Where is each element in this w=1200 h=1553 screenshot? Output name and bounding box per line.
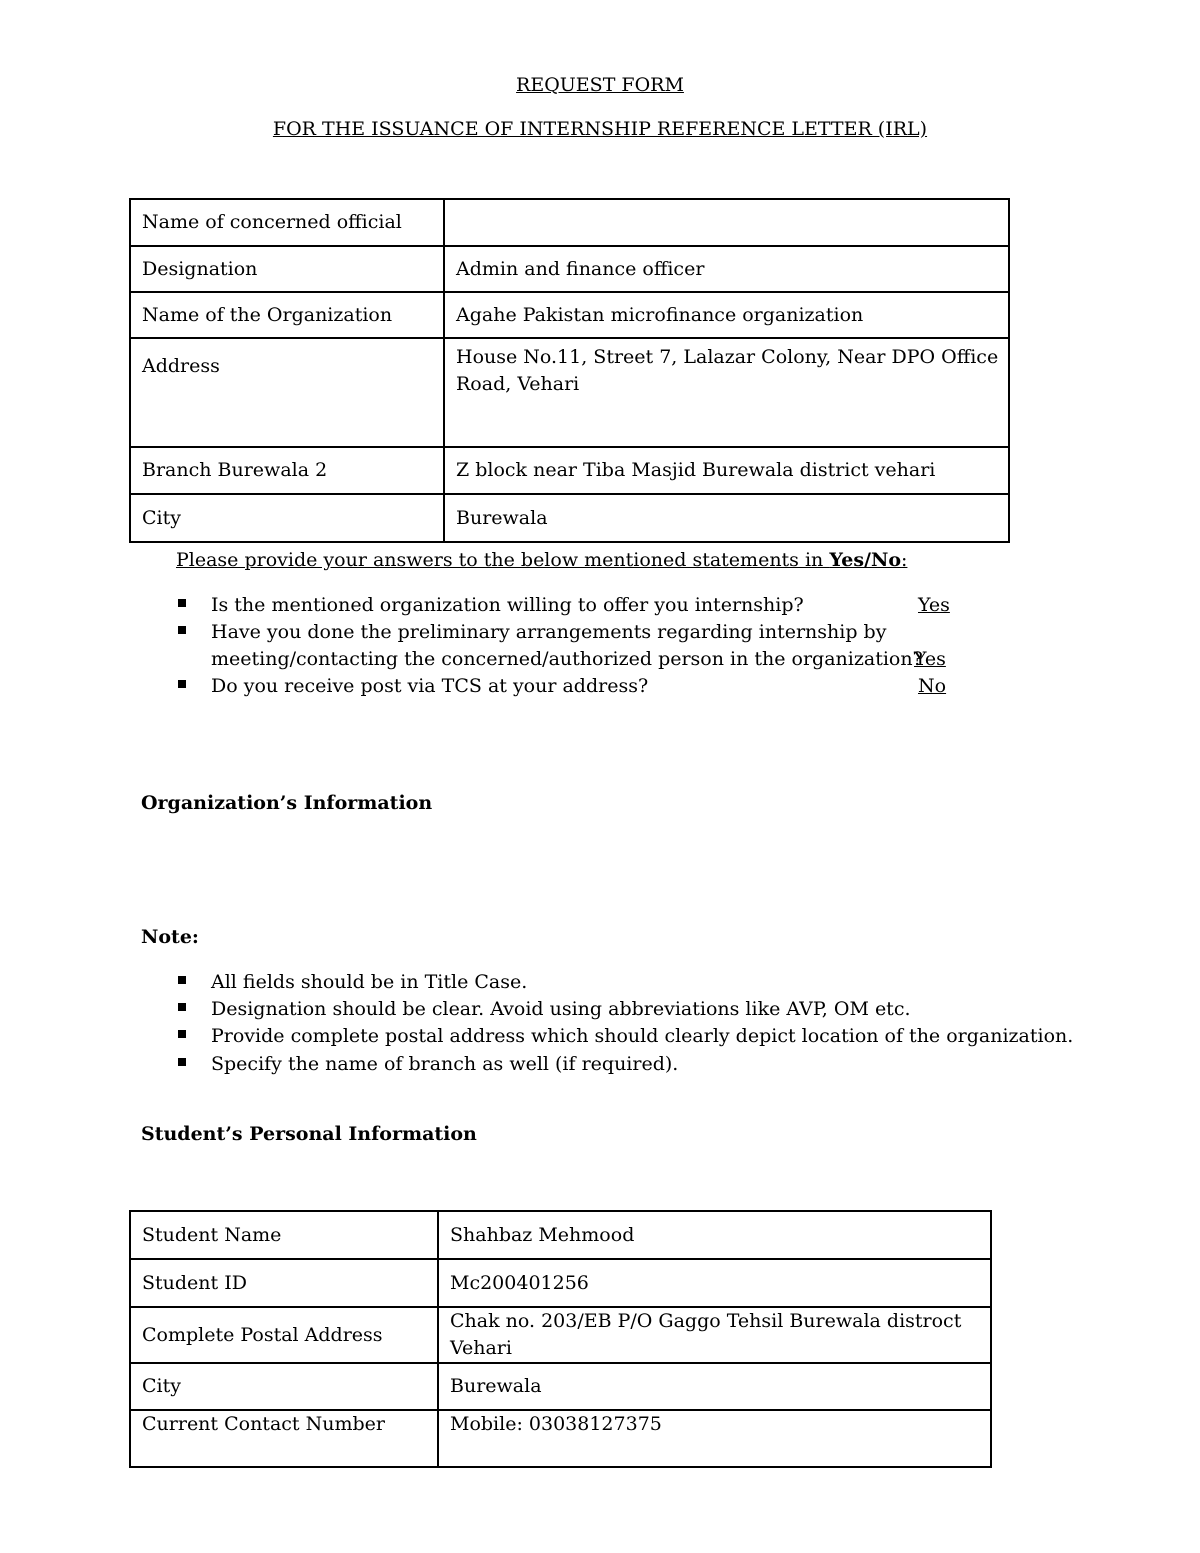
table-row [130, 447, 1009, 494]
student-name-label: Student Name [130, 1211, 438, 1259]
contact-number-value: Mobile: 03038127375 [438, 1410, 991, 1467]
bullet-icon [178, 680, 186, 688]
student-city-value: Burewala [438, 1363, 991, 1410]
instruction-prefix: Please provide your answers to the below mentioned statements in [176, 549, 830, 571]
note-heading: Note: [141, 926, 199, 948]
question-2-text-line2: meeting/contacting the concerned/authorized person in the organization? [211, 648, 923, 670]
yes-no-instruction [176, 547, 907, 574]
question-2-answer: Yes [914, 648, 946, 670]
table-row [130, 338, 1009, 447]
table-row [130, 1307, 991, 1363]
bullet-icon [178, 626, 186, 634]
note-item: All fields should be in Title Case. [211, 971, 528, 993]
contact-number-label: Current Contact Number [130, 1410, 438, 1467]
city-label: City [130, 494, 444, 542]
question-3-text: Do you receive post via TCS at your address? [211, 675, 649, 697]
designation-label: Designation [130, 246, 444, 292]
student-name-value: Shahbaz Mehmood [438, 1211, 991, 1259]
instruction-suffix: : [901, 549, 908, 571]
table-row [130, 1211, 991, 1259]
city-value: Burewala [444, 494, 1009, 542]
organization-table [129, 198, 1010, 543]
postal-address-value: Chak no. 203/EB P/O Gaggo Tehsil Burewala distroct Vehari [438, 1307, 991, 1363]
student-id-value: Mc200401256 [438, 1259, 991, 1307]
bullet-icon [178, 1003, 186, 1011]
bullet-icon [178, 599, 186, 607]
official-name-label: Name of concerned official [130, 199, 444, 246]
table-row [130, 292, 1009, 338]
instruction-yes-no: Yes/No [829, 549, 902, 571]
organization-name-label: Name of the Organization [130, 292, 444, 338]
student-info-heading: Student’s Personal Information [141, 1123, 477, 1145]
branch-value: Z block near Tiba Masjid Burewala district vehari [444, 447, 1009, 494]
branch-label: Branch Burewala 2 [130, 447, 444, 494]
question-1-text: Is the mentioned organization willing to offer you internship? [211, 594, 804, 616]
organization-info-heading: Organization’s Information [141, 792, 433, 814]
student-id-label: Student ID [130, 1259, 438, 1307]
table-row [130, 494, 1009, 542]
bullet-icon [178, 976, 186, 984]
note-item: Provide complete postal address which should clearly depict location of the organization. [211, 1025, 1074, 1047]
address-value: House No.11, Street 7, Lalazar Colony, Near DPO Office Road, Vehari [444, 338, 1009, 447]
question-1-answer: Yes [918, 594, 950, 616]
official-name-value [444, 199, 1009, 246]
address-label: Address [130, 338, 444, 447]
postal-address-label: Complete Postal Address [130, 1307, 438, 1363]
note-item: Designation should be clear. Avoid using abbreviations like AVP, OM etc. [211, 998, 911, 1020]
form-subtitle: FOR THE ISSUANCE OF INTERNSHIP REFERENCE LETTER (IRL) [272, 118, 928, 140]
bullet-icon [178, 1058, 186, 1066]
table-row [130, 1410, 991, 1467]
designation-value: Admin and finance officer [444, 246, 1009, 292]
student-city-label: City [130, 1363, 438, 1410]
table-row [130, 1363, 991, 1410]
form-title: REQUEST FORM [516, 74, 684, 96]
table-row [130, 246, 1009, 292]
table-row [130, 199, 1009, 246]
question-2-text-line1: Have you done the preliminary arrangements regarding internship by [211, 621, 887, 643]
question-3-answer: No [918, 675, 947, 697]
student-table [129, 1210, 992, 1468]
bullet-icon [178, 1030, 186, 1038]
organization-name-value: Agahe Pakistan microfinance organization [444, 292, 1009, 338]
note-item: Specify the name of branch as well (if required). [211, 1053, 679, 1075]
table-row [130, 1259, 991, 1307]
